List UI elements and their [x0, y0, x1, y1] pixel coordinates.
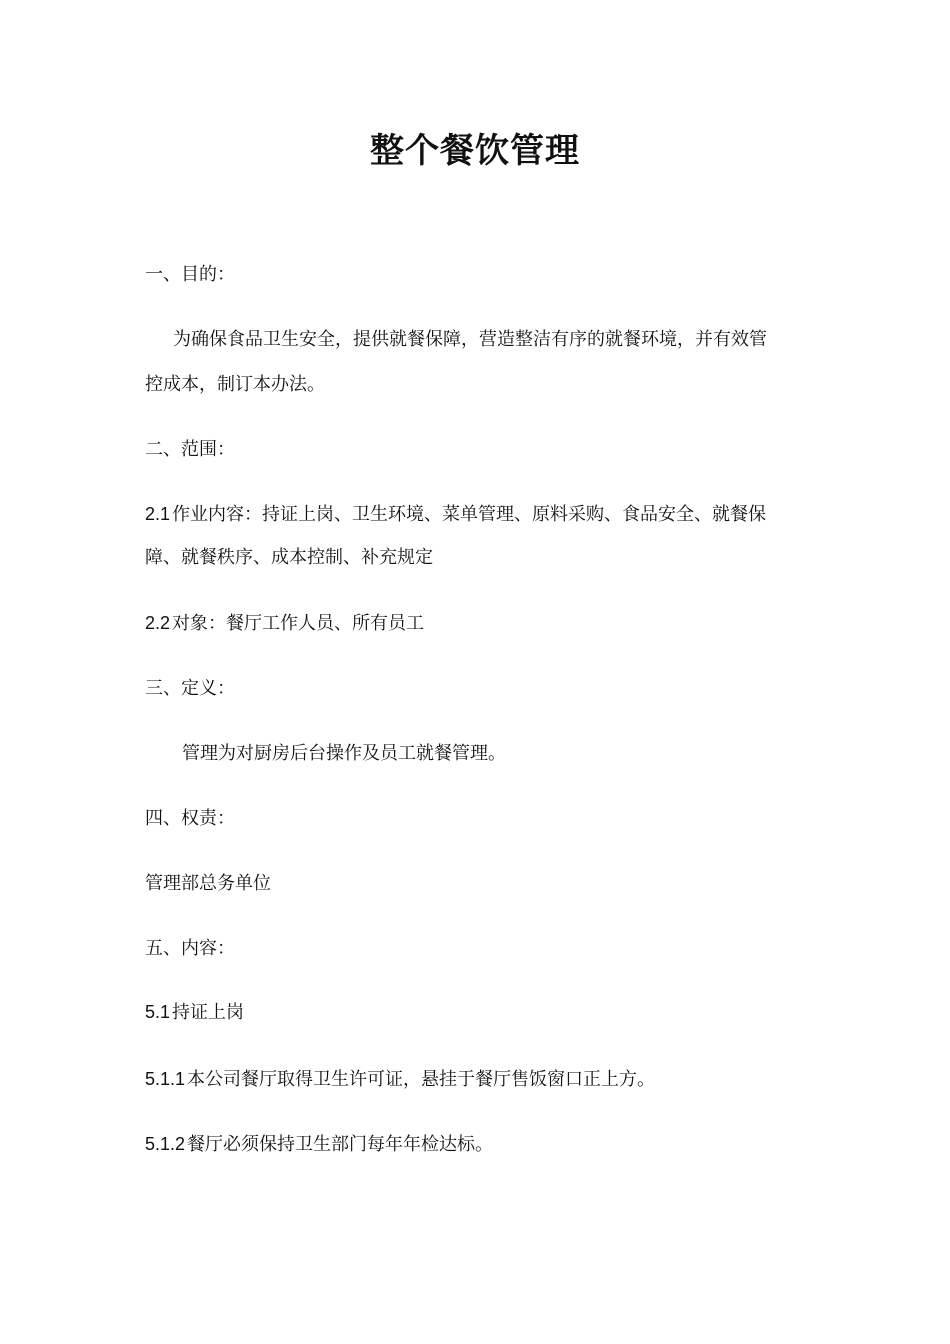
scope-item-2-1-line1: [145, 502, 815, 527]
document-title: 整个餐饮管理: [370, 131, 580, 171]
scope-item-2-2: [145, 611, 815, 636]
authority-text: 管理部总务单位: [145, 873, 271, 894]
content-item-5-1: [145, 1000, 815, 1025]
content-item-5-1-1: [145, 1067, 815, 1092]
purpose-heading: 一、目的：: [145, 264, 235, 285]
authority-heading: 四、权责：: [145, 808, 235, 829]
content-heading: 五、内容：: [145, 938, 235, 959]
scope-item-2-2-number: 2.2: [145, 613, 171, 633]
content-item-5-1-2-text: 餐厅必须保持卫生部门每年年检达标。: [187, 1134, 494, 1155]
content-item-5-1-2: [145, 1132, 815, 1157]
purpose-paragraph-line1: 为确保食品卫生安全，提供就餐保障，营造整洁有序的就餐环境，并有效管: [173, 329, 767, 350]
content-item-5-1-number: 5.1: [145, 1002, 171, 1022]
scope-item-2-1-line2: 障、就餐秩序、成本控制、补充规定: [145, 547, 433, 568]
purpose-paragraph-line2: 控成本，制订本办法。: [145, 374, 325, 395]
content-item-5-1-1-text: 本公司餐厅取得卫生许可证，悬挂于餐厅售饭窗口正上方。: [187, 1069, 656, 1090]
content-item-5-1-1-number: 5.1.1: [145, 1069, 186, 1089]
scope-item-2-2-text: 对象：餐厅工作人员、所有员工: [172, 613, 425, 634]
content-item-5-1-2-number: 5.1.2: [145, 1134, 186, 1154]
definition-heading: 三、定义：: [145, 678, 235, 699]
scope-heading: 二、范围：: [145, 439, 235, 460]
scope-item-2-1-number: 2.1: [145, 504, 171, 524]
scope-item-2-1-text: 作业内容：持证上岗、卫生环境、菜单管理、原料采购、食品安全、就餐保: [172, 504, 767, 525]
content-item-5-1-text: 持证上岗: [172, 1002, 245, 1023]
definition-text: 管理为对厨房后台操作及员工就餐管理。: [182, 743, 506, 764]
